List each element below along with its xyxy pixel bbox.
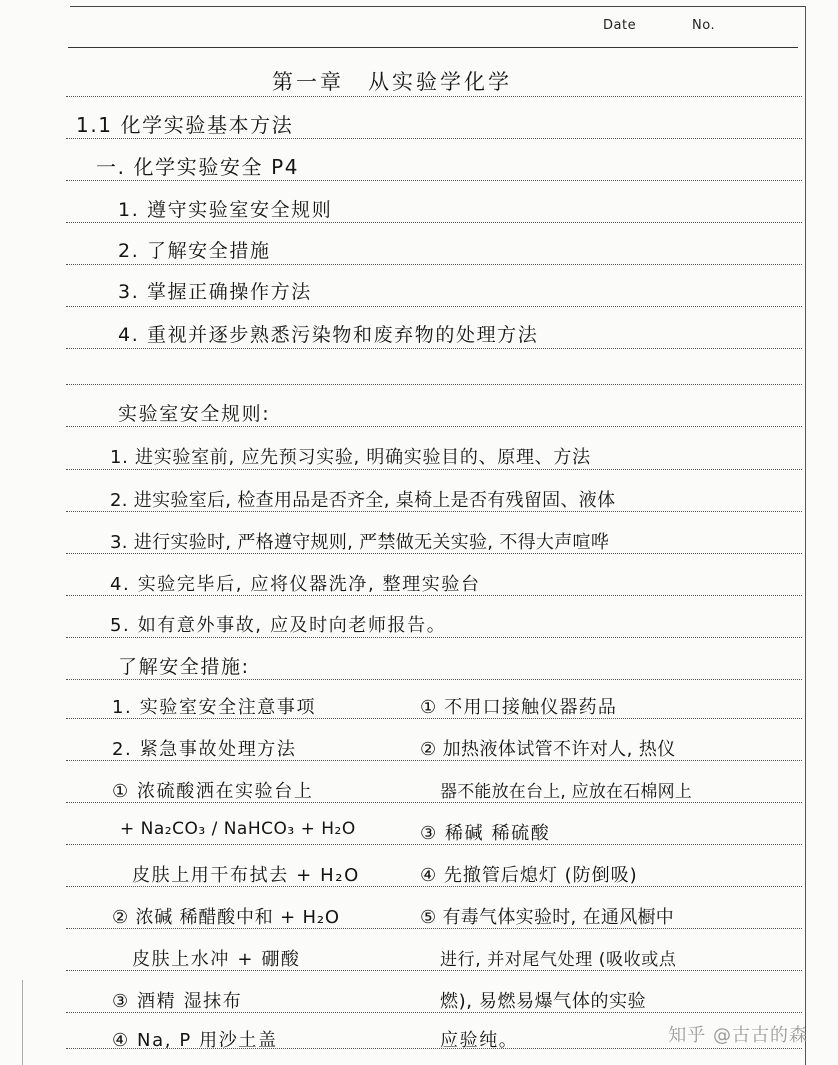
watermark: 知乎 @古古的森 xyxy=(668,1025,808,1046)
page-top-border xyxy=(70,6,806,7)
measures-heading: 了解安全措施: xyxy=(118,656,250,678)
left-col-item: 1. 实验室安全注意事项 xyxy=(112,697,317,718)
outline-item: 1. 遵守实验室安全规则 xyxy=(118,199,333,221)
rules-heading: 实验室安全规则: xyxy=(118,403,271,425)
right-col-item: ① 不用口接触仪器药品 xyxy=(420,697,618,718)
ruled-line xyxy=(66,426,802,427)
ruled-line xyxy=(66,348,802,349)
outline-item: 3. 掌握正确操作方法 xyxy=(118,281,312,303)
ruled-line xyxy=(66,138,802,139)
date-label: Date xyxy=(603,18,637,33)
right-col-item: ② 加热液体试管不许对人, 热仪 xyxy=(420,739,676,760)
right-col-item: 应验纯。 xyxy=(440,1030,519,1051)
left-col-item: 皮肤上水冲 + 硼酸 xyxy=(132,949,301,970)
left-col-item: + Na₂CO₃ / NaHCO₃ + H₂O xyxy=(120,819,356,839)
ruled-line xyxy=(66,96,802,97)
subsection-heading: 一. 化学实验安全 P4 xyxy=(96,155,300,179)
right-col-item: 器不能放在台上, 应放在石棉网上 xyxy=(440,782,693,802)
ruled-line xyxy=(66,469,802,470)
left-col-item: ③ 酒精 湿抹布 xyxy=(112,991,243,1012)
right-col-item: ④ 先撤管后熄灯 (防倒吸) xyxy=(420,865,638,886)
outline-item: 2. 了解安全措施 xyxy=(118,240,271,262)
right-col-item: 燃), 易燃易爆气体的实验 xyxy=(440,991,647,1012)
ruled-line xyxy=(66,637,802,638)
left-col-item: ② 浓碱 稀醋酸中和 + H₂O xyxy=(112,907,340,928)
left-col-item: 2. 紧急事故处理方法 xyxy=(112,739,297,760)
left-col-item: ④ Na, P 用沙土盖 xyxy=(112,1030,278,1051)
section-heading: 1.1 化学实验基本方法 xyxy=(76,113,294,137)
ruled-line xyxy=(66,222,802,223)
ruled-line xyxy=(66,384,802,385)
right-col-item: ⑤ 有毒气体实验时, 在通风橱中 xyxy=(420,907,675,928)
right-col-item: 进行, 并对尾气处理 (吸收或点 xyxy=(440,950,677,970)
rule-item: 5. 如有意外事故, 应及时向老师报告。 xyxy=(110,615,447,636)
left-col-item: 皮肤上用干布拭去 + H₂O xyxy=(132,865,360,886)
ruled-line xyxy=(66,180,802,181)
rule-item: 3. 进行实验时, 严格遵守规则, 严禁做无关实验, 不得大声喧哗 xyxy=(110,532,610,553)
rule-item: 2. 进实验室后, 检查用品是否齐全, 桌椅上是否有残留固、液体 xyxy=(110,490,616,511)
header-rule xyxy=(68,47,798,48)
page-left-border xyxy=(22,980,23,1065)
page-right-border xyxy=(805,6,806,1065)
number-label: No. xyxy=(692,18,716,33)
left-col-item: ① 浓硫酸洒在实验台上 xyxy=(112,781,314,802)
outline-item: 4. 重视并逐步熟悉污染物和废弃物的处理方法 xyxy=(118,324,539,346)
rule-item: 4. 实验完毕后, 应将仪器洗净, 整理实验台 xyxy=(110,574,481,595)
ruled-line xyxy=(66,679,802,680)
right-col-item: ③ 稀碱 稀硫酸 xyxy=(420,823,551,844)
rule-item: 1. 进实验室前, 应先预习实验, 明确实验目的、原理、方法 xyxy=(110,447,591,468)
ruled-line xyxy=(66,306,802,307)
chapter-title: 第一章 从实验学化学 xyxy=(272,70,512,94)
ruled-line xyxy=(66,264,802,265)
